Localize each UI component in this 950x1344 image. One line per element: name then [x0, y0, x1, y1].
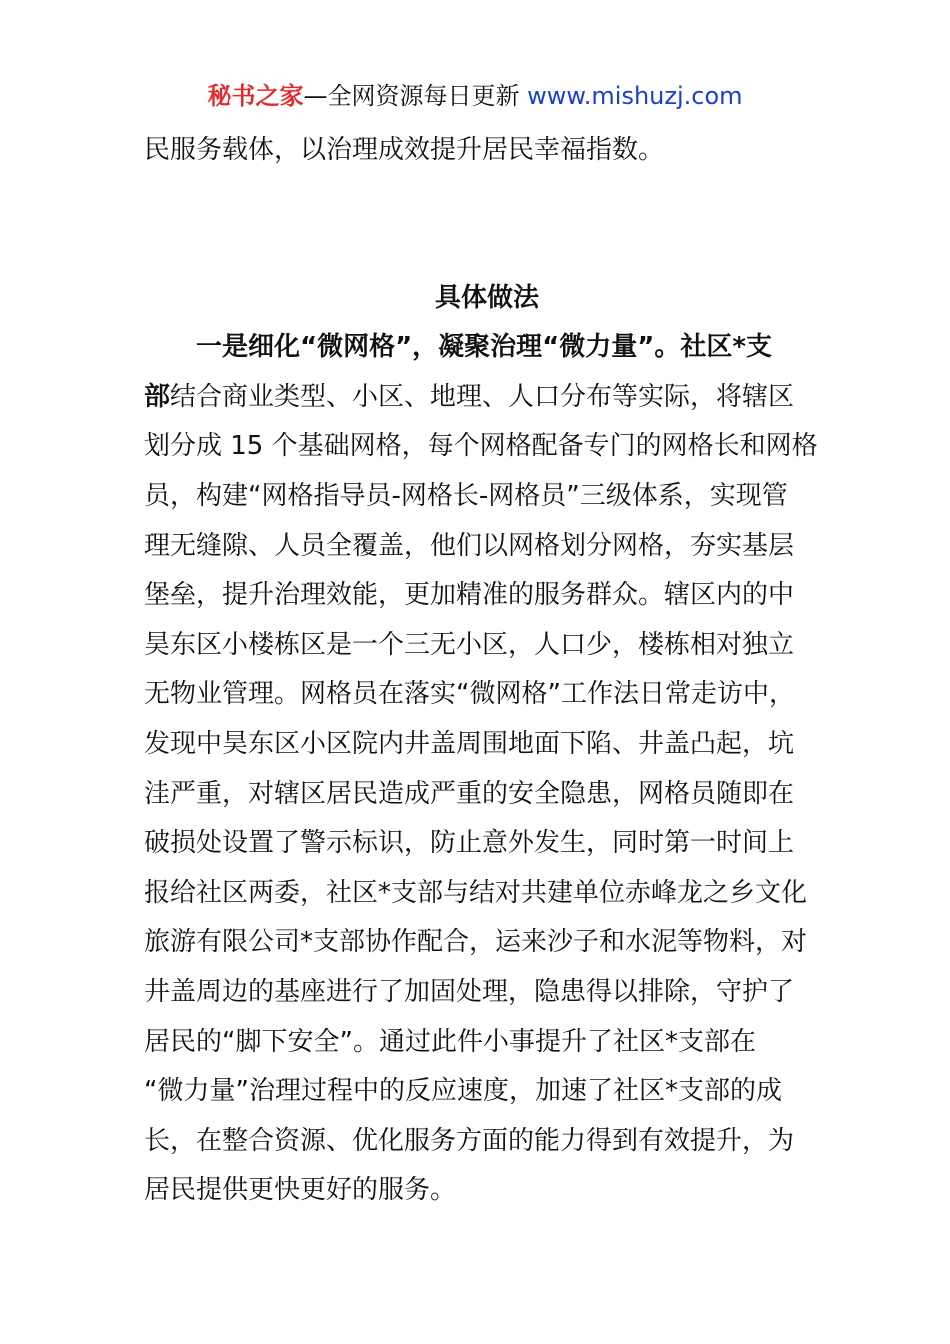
- paragraph-line: 堡垒，提升治理效能，更加精准的服务群众。辖区内的中: [144, 580, 795, 611]
- paragraph-lead-bold-cont: 部: [144, 381, 171, 412]
- paragraph-line: 井盖周边的基座进行了加固处理，隐患得以排除，守护了: [144, 976, 795, 1007]
- intro-tail-line: 民服务载体，以治理成效提升居民幸福指数。: [144, 135, 665, 165]
- paragraph-line: 昊东区小楼栋区是一个三无小区，人口少，楼栋相对独立: [144, 629, 795, 660]
- paragraph-line: “微力量”治理过程中的反应速度，加速了社区*支部的成: [144, 1076, 782, 1107]
- section-heading: 具体做法: [434, 282, 539, 313]
- brand-name: 秘书之家: [207, 82, 304, 110]
- site-url[interactable]: www.mishuzj.com: [527, 82, 743, 110]
- paragraph-line: 报给社区两委，社区*支部与结对共建单位赤峰龙之乡文化: [144, 877, 808, 908]
- site-header: [0, 80, 950, 112]
- header-tagline: —全网资源每日更新: [303, 82, 528, 110]
- document-body: [144, 126, 830, 1216]
- paragraph-gap: [144, 176, 830, 274]
- paragraph-line: 旅游有限公司*支部协作配合，运来沙子和水泥等物料，对: [144, 927, 808, 958]
- paragraph-line: 居民提供更快更好的服务。: [144, 1175, 457, 1206]
- paragraph-line: 长，在整合资源、优化服务方面的能力得到有效提升，为: [144, 1125, 795, 1156]
- paragraph-line: 洼严重，对辖区居民造成严重的安全隐患，网格员随即在: [144, 778, 795, 809]
- paragraph-line-text: 结合商业类型、小区、地理、人口分布等实际，将辖区: [170, 381, 795, 412]
- paragraph-line: 无物业管理。网格员在落实“微网格”工作法日常走访中，: [144, 679, 795, 710]
- paragraph-line: 发现中昊东区小区院内井盖周围地面下陷、井盖凸起，坑: [144, 728, 795, 759]
- paragraph-line: 划分成 15 个基础网格，每个网格配备专门的网格长和网格: [144, 431, 818, 462]
- paragraph-line: 理无缝隙、人员全覆盖，他们以网格划分网格，夯实基层: [144, 530, 795, 561]
- paragraph-line: [144, 373, 830, 423]
- paragraph-line: 破损处设置了警示标识，防止意外发生，同时第一时间上: [144, 828, 795, 859]
- paragraph-line: 居民的“脚下安全”。通过此件小事提升了社区*支部在: [144, 1026, 756, 1057]
- paragraph-lead-bold: 一是细化“微网格”，凝聚治理“微力量”。社区*支: [196, 332, 772, 363]
- paragraph-first-line: [144, 323, 830, 373]
- paragraph-line: 员，构建“网格指导员-网格长-网格员”三级体系，实现管: [144, 480, 788, 511]
